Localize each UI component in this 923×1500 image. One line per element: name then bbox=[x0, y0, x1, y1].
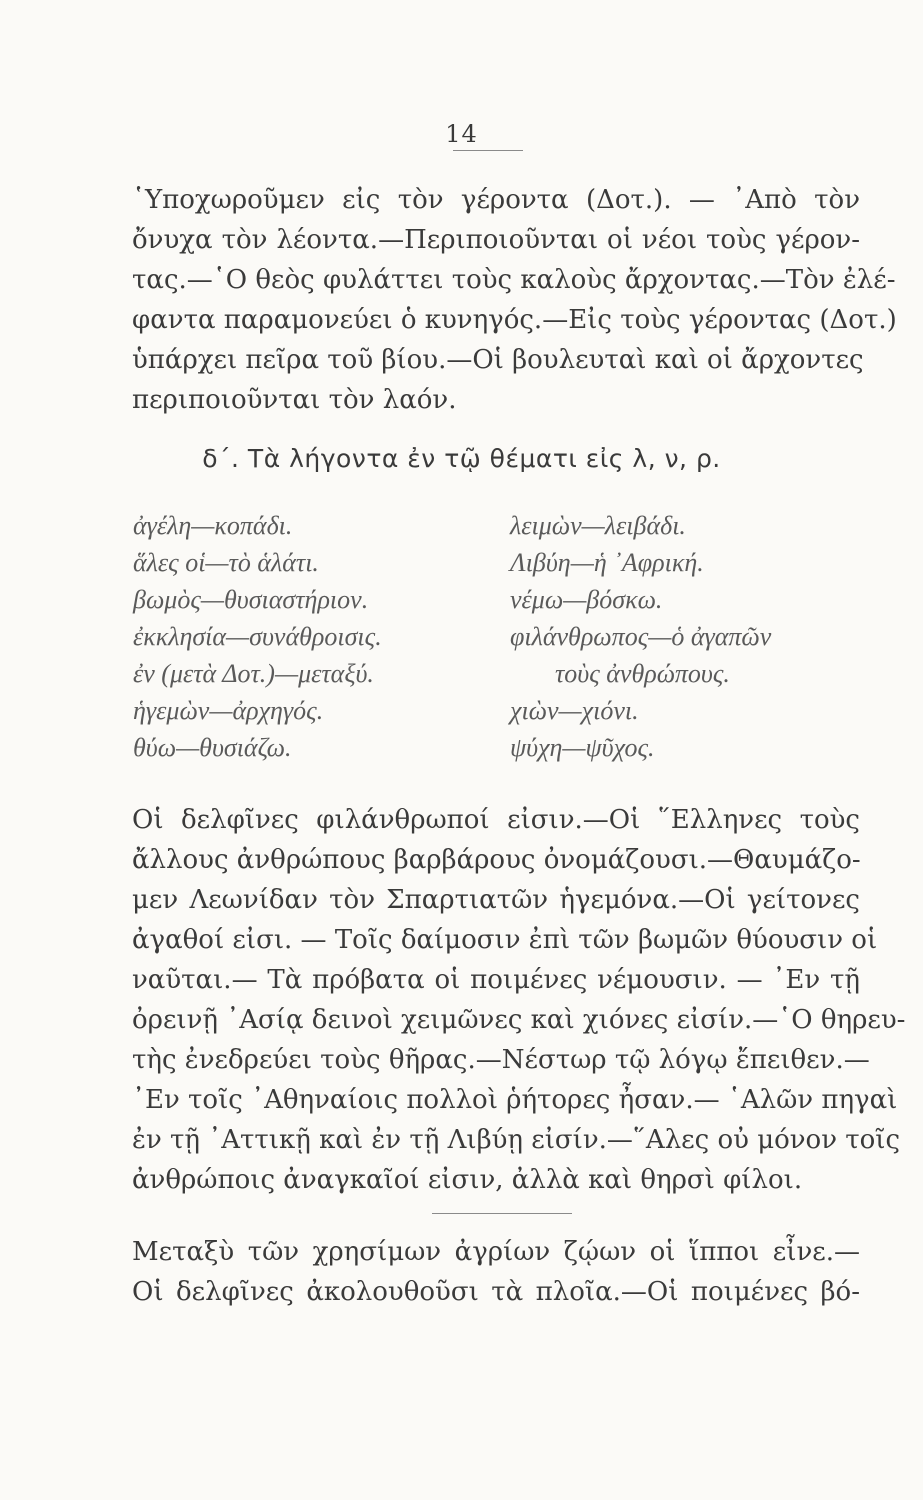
vocab-entry: χιὼν—χιόνι. bbox=[510, 696, 639, 725]
vocab-entry-continuation: τοὺς ἀνθρώπους. bbox=[555, 659, 730, 688]
paragraph-exercise-3 bbox=[132, 1232, 860, 1312]
vocab-entry: Λιβύη—ἡ ᾿Αφρική. bbox=[510, 548, 704, 577]
text-line: Μεταξὺ τῶν χρησίμων ἀγρίων ζῴων οἱ ἵπποι εἶνε.— bbox=[132, 1237, 860, 1267]
text-line: ᾿Εν τοῖς ᾿Αθηναίοις πολλοὶ ῥήτορες ἦσαν.— ῾Αλῶν πηγαὶ bbox=[132, 1085, 898, 1115]
page-number: 14 bbox=[445, 120, 478, 148]
vocab-entry: ψύχη—ψῦχος. bbox=[510, 733, 655, 762]
text-line: ἄλλους ἀνθρώπους βαρβάρους ὀνομάζουσι.—Θαυμάζο- bbox=[132, 845, 861, 875]
vocabulary-list-left bbox=[133, 507, 463, 766]
text-line: ἐν τῇ ᾿Αττικῇ καὶ ἐν τῇ Λιβύῃ εἰσίν.—῞Αλες οὐ μόνον τοῖς bbox=[132, 1125, 901, 1155]
text-line: Οἱ δελφῖνες ἀκολουθοῦσι τὰ πλοῖα.—Οἱ ποιμένες βό- bbox=[132, 1277, 860, 1307]
vocab-entry: λειμὼν—λειβάδι. bbox=[510, 511, 686, 540]
text-line: Οἱ δελφῖνες φιλάνθρωποί εἰσιν.—Οἱ ῞Ελληνες τοὺς bbox=[132, 805, 860, 835]
vocab-entry: βωμὸς—θυσιαστήριον. bbox=[133, 585, 369, 614]
text-line: ὑπάρχει πεῖρα τοῦ βίου.—Οἱ βουλευταὶ καὶ οἱ ἄρχοντες bbox=[132, 345, 864, 375]
text-line: τὴς ἐνεδρεύει τοὺς θῆρας.—Νέστωρ τῷ λόγῳ ἔπειθεν.— bbox=[132, 1045, 870, 1075]
section-heading: δ΄. Τὰ λήγοντα ἐν τῷ θέματι εἰς λ, ν, ρ. bbox=[202, 444, 721, 473]
vocabulary-list-right bbox=[510, 507, 870, 766]
vocab-entry: θύω—θυσιάζω. bbox=[133, 733, 292, 762]
text-line: ὄνυχα τὸν λέοντα.—Περιποιοῦνται οἱ νέοι τοὺς γέρον- bbox=[132, 225, 860, 255]
text-line: ὀρεινῇ ᾿Ασίᾳ δεινοὶ χειμῶνες καὶ χιόνες εἰσίν.—῾Ο θηρευ- bbox=[132, 1005, 906, 1035]
text-line: ἀνθρώποις ἀναγκαῖοί εἰσιν, ἀλλὰ καὶ θηρσὶ φίλοι. bbox=[132, 1165, 803, 1195]
paragraph-exercise-1 bbox=[132, 180, 897, 420]
vocab-entry: ἡγεμὼν—ἀρχηγός. bbox=[133, 696, 324, 725]
text-line: ναῦται.— Τὰ πρόβατα οἱ ποιμένες νέμουσιν. — ᾿Εν τῇ bbox=[132, 965, 860, 995]
vocab-entry: φιλάνθρωπος—ὁ ἀγαπῶν bbox=[510, 622, 772, 651]
text-line: φαντα παραμονεύει ὁ κυνηγός.—Εἰς τοὺς γέροντας (Δοτ.) bbox=[132, 305, 897, 335]
vocab-entry: νέμω—βόσκω. bbox=[510, 585, 663, 614]
text-line: τας.—῾Ο θεὸς φυλάττει τοὺς καλοὺς ἄρχοντας.—Τὸν ἐλέ- bbox=[132, 265, 896, 295]
vocab-entry: ἐν (μετὰ Δοτ.)—μεταξύ. bbox=[133, 659, 374, 688]
section-divider bbox=[432, 1213, 572, 1214]
vocab-entry: ἀγέλη—κοπάδι. bbox=[133, 511, 293, 540]
text-line: ῾Υποχωροῦμεν εἰς τὸν γέροντα (Δοτ.). — ᾿Απὸ τὸν bbox=[132, 185, 860, 215]
text-line: περιποιοῦνται τὸν λαόν. bbox=[132, 385, 457, 415]
page-number-rule bbox=[453, 150, 523, 151]
vocab-entry: ἐκκλησία—συνάθροισις. bbox=[133, 622, 382, 651]
text-line: ἀγαθοί εἰσι. — Τοῖς δαίμοσιν ἐπὶ τῶν βωμῶν θύουσιν οἱ bbox=[132, 925, 878, 955]
vocab-entry: ἅλες οἱ—τὸ ἁλάτι. bbox=[133, 548, 319, 577]
paragraph-exercise-2 bbox=[132, 800, 906, 1200]
text-line: μεν Λεωνίδαν τὸν Σπαρτιατῶν ἡγεμόνα.—Οἱ γείτονες bbox=[132, 885, 860, 915]
